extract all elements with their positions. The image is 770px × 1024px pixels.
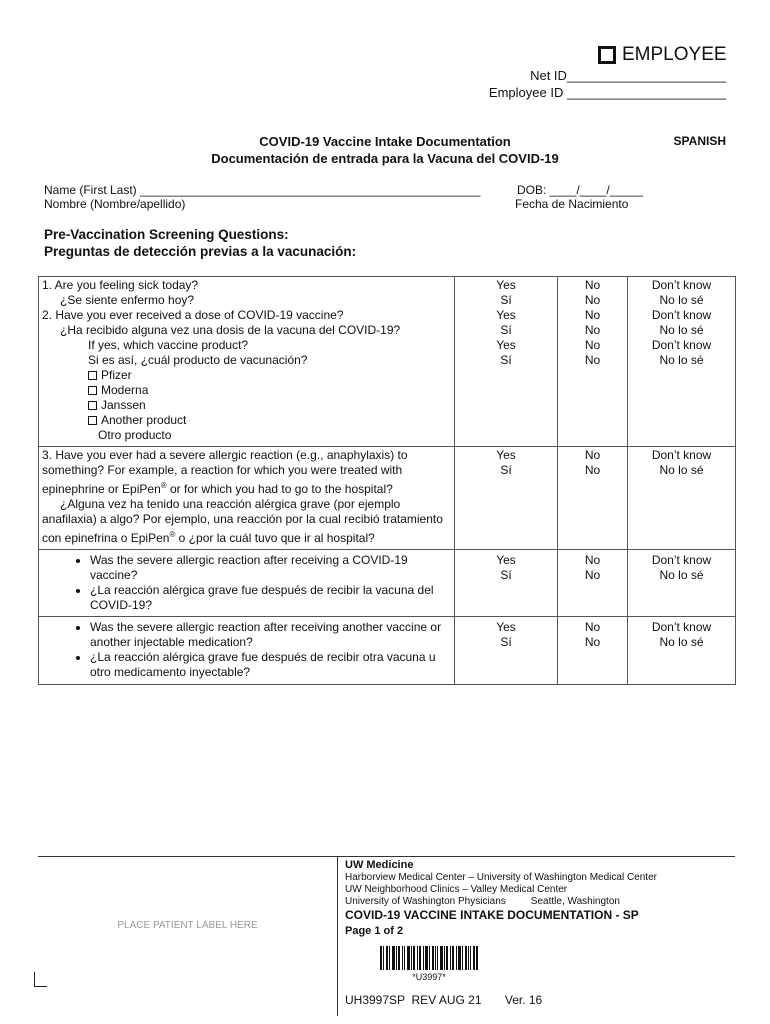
q2a-dont-know[interactable]: Don’t know bbox=[651, 338, 712, 352]
q1-si[interactable]: Sí bbox=[500, 293, 512, 307]
question-2a: If yes, which vaccine product? bbox=[88, 338, 249, 352]
question-2a-spanish: Si es así, ¿cuál producto de vacunación? bbox=[88, 353, 308, 367]
q2-no-es[interactable]: No bbox=[584, 323, 601, 337]
section-heading bbox=[44, 226, 356, 260]
question-3b: • Was the severe allergic reaction after receiving another vaccine or another injectable medication? bbox=[90, 620, 451, 650]
question-1: 1. Are you feeling sick today? bbox=[42, 278, 199, 292]
option-other-spanish: Otro producto bbox=[98, 428, 172, 442]
question-2-spanish: ¿Ha recibido alguna vez una dosis de la vacuna del COVID-19? bbox=[60, 323, 401, 337]
question-3a: • Was the severe allergic reaction after receiving a COVID-19 vaccine? bbox=[90, 553, 451, 583]
employee-checkbox-label bbox=[598, 44, 727, 66]
option-janssen[interactable]: Janssen bbox=[42, 398, 451, 413]
section-heading-english: Pre-Vaccination Screening Questions: bbox=[44, 227, 289, 242]
q3a-yes[interactable]: Yes bbox=[496, 553, 516, 567]
q1-yes[interactable]: Yes bbox=[496, 278, 516, 292]
employee-id-field[interactable]: Employee ID ______________________ bbox=[488, 85, 726, 100]
checkbox-icon[interactable] bbox=[88, 386, 97, 395]
footer-divider bbox=[38, 856, 735, 857]
q3b-si[interactable]: Sí bbox=[500, 635, 512, 649]
q3-no-es[interactable]: No bbox=[584, 463, 601, 477]
employee-label: EMPLOYEE bbox=[622, 44, 727, 65]
question-3a-spanish: • ¿La reacción alérgica grave fue después de recibir la vacuna del COVID-19? bbox=[90, 583, 451, 613]
language-label: SPANISH bbox=[673, 134, 726, 148]
q2-si[interactable]: Sí bbox=[500, 323, 512, 337]
q3a-no-lo-se[interactable]: No lo sé bbox=[659, 568, 704, 582]
q1-dont-know[interactable]: Don’t know bbox=[651, 278, 712, 292]
org-line-3: University of Washington Physicians Seattle, Washington bbox=[345, 896, 620, 907]
title-spanish: Documentación de entrada para la Vacuna del COVID-19 bbox=[211, 151, 559, 166]
q2-no[interactable]: No bbox=[584, 308, 601, 322]
name-field[interactable]: Name (First Last) ___________________________________________________ bbox=[44, 183, 481, 197]
org-line-2: UW Neighborhood Clinics – Valley Medical Center bbox=[345, 884, 568, 895]
q3-si[interactable]: Sí bbox=[500, 463, 512, 477]
net-id-field[interactable]: Net ID______________________ bbox=[530, 68, 726, 83]
question-1-spanish: ¿Se siente enfermo hoy? bbox=[60, 293, 195, 307]
page-number: Page 1 of 2 bbox=[345, 925, 404, 937]
checkbox-icon[interactable] bbox=[88, 416, 97, 425]
q1-no-lo-se[interactable]: No lo sé bbox=[659, 293, 704, 307]
table-row bbox=[39, 277, 736, 339]
q3b-no[interactable]: No bbox=[584, 620, 601, 634]
q1-no[interactable]: No bbox=[584, 278, 601, 292]
dob-field[interactable]: DOB: ____/____/_____ bbox=[517, 183, 644, 197]
q2-dont-know[interactable]: Don’t know bbox=[651, 308, 712, 322]
q2-yes[interactable]: Yes bbox=[496, 308, 516, 322]
title-english: COVID-19 Vaccine Intake Documentation bbox=[259, 134, 511, 149]
checkbox-icon[interactable] bbox=[88, 401, 97, 410]
employee-checkbox[interactable] bbox=[598, 46, 616, 64]
q3-dont-know[interactable]: Don’t know bbox=[651, 448, 712, 462]
q3b-dont-know[interactable]: Don’t know bbox=[651, 620, 712, 634]
doc-title: COVID-19 VACCINE INTAKE DOCUMENTATION - SP bbox=[345, 908, 639, 922]
q2a-no[interactable]: No bbox=[584, 338, 601, 352]
q3-no-lo-se[interactable]: No lo sé bbox=[659, 463, 704, 477]
q3b-no-es[interactable]: No bbox=[584, 635, 601, 649]
q3a-dont-know[interactable]: Don’t know bbox=[651, 553, 712, 567]
table-row bbox=[39, 338, 736, 447]
q1-no-es[interactable]: No bbox=[584, 293, 601, 307]
barcode bbox=[380, 946, 478, 970]
option-another-product[interactable]: Another product bbox=[42, 413, 451, 428]
q3a-si[interactable]: Sí bbox=[500, 568, 512, 582]
question-3b-spanish: • ¿La reacción alérgica grave fue después de recibir otra vacuna u otro medicamento inyectable? bbox=[90, 650, 451, 680]
q3-no[interactable]: No bbox=[584, 448, 601, 462]
question-3-spanish: ¿Alguna vez ha tenido una reacción alérgica grave (por ejemplo anafilaxia) a algo? Por ejemplo, una reacción por la cual recibió tratamiento con epinefrina o EpiPen® o ¿por la cuál tuvo que ir al hospital? bbox=[42, 497, 443, 545]
q2a-no-lo-se[interactable]: No lo sé bbox=[659, 353, 704, 367]
corner-mark bbox=[34, 972, 47, 987]
barcode-text: *U3997* bbox=[412, 972, 446, 982]
section-heading-spanish: Preguntas de detección previas a la vacunación: bbox=[44, 244, 357, 259]
q2a-si[interactable]: Sí bbox=[500, 353, 512, 367]
checkbox-icon[interactable] bbox=[88, 371, 97, 380]
q2a-no-es[interactable]: No bbox=[584, 353, 601, 367]
patient-label-area: PLACE PATIENT LABEL HERE bbox=[117, 920, 258, 931]
question-2: 2. Have you ever received a dose of COVID-19 vaccine? bbox=[42, 308, 344, 322]
table-row bbox=[39, 447, 736, 550]
screening-table bbox=[38, 276, 736, 685]
name-label-spanish: Nombre (Nombre/apellido) bbox=[44, 197, 186, 211]
q3a-no[interactable]: No bbox=[584, 553, 601, 567]
org-name: UW Medicine bbox=[345, 859, 414, 871]
option-moderna[interactable]: Moderna bbox=[42, 383, 451, 398]
table-row bbox=[39, 550, 736, 617]
question-3: 3. Have you ever had a severe allergic reaction (e.g., anaphylaxis) to something? For example, a reaction for which you were treated with epinephrine or EpiPen® or for which you had to go to the hospital? bbox=[42, 448, 408, 496]
q3b-no-lo-se[interactable]: No lo sé bbox=[659, 635, 704, 649]
option-pfizer[interactable]: Pfizer bbox=[42, 368, 451, 383]
q3-yes[interactable]: Yes bbox=[496, 448, 516, 462]
q2-no-lo-se[interactable]: No lo sé bbox=[659, 323, 704, 337]
q3a-no-es[interactable]: No bbox=[584, 568, 601, 582]
q2a-yes[interactable]: Yes bbox=[496, 338, 516, 352]
q3b-yes[interactable]: Yes bbox=[496, 620, 516, 634]
form-id: UH3997SP REV AUG 21 Ver. 16 bbox=[345, 993, 543, 1007]
footer-vertical-divider bbox=[337, 856, 338, 1016]
table-row bbox=[39, 617, 736, 685]
dob-label-spanish: Fecha de Nacimiento bbox=[515, 197, 629, 211]
org-line-1: Harborview Medical Center – University of Washington Medical Center bbox=[345, 872, 657, 883]
